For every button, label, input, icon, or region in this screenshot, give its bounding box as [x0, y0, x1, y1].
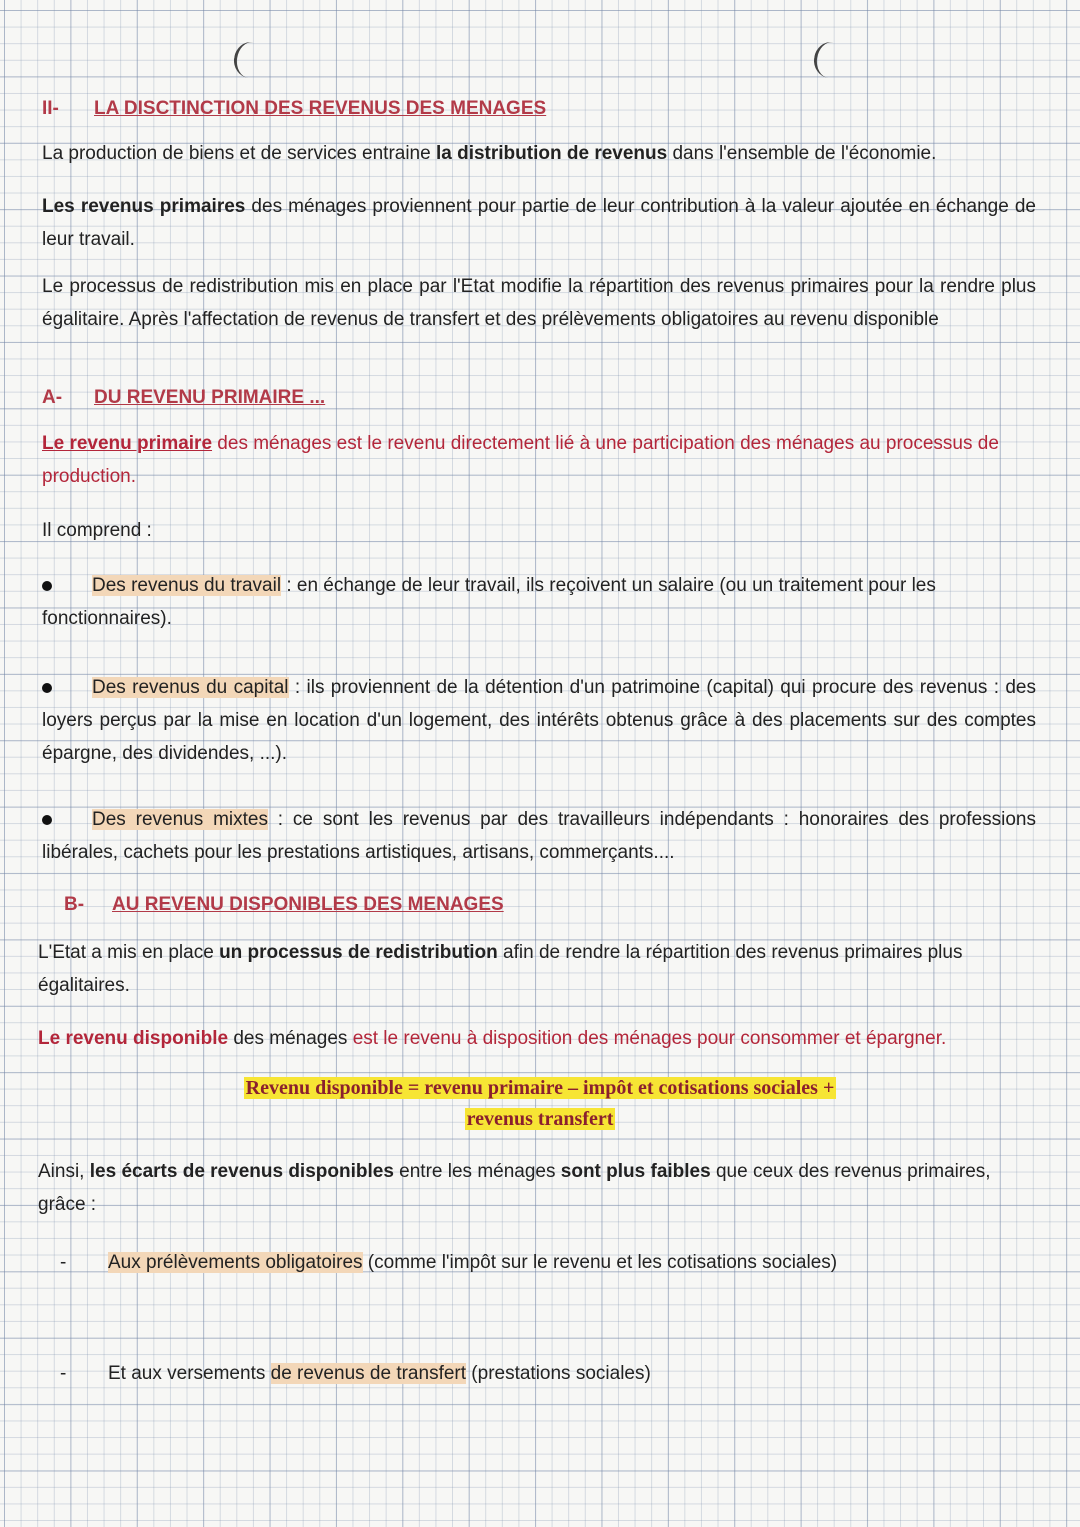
text: Le processus de redistribution mis en place par l'Etat modifie la répartition des revenus primaires pour la rendre plus égalitaire. Après l'affectation de revenus de transfert et des prélèvements obligatoires au revenu disponible	[42, 276, 1036, 330]
section-2-title: LA DISCTINCTION DES REVENUS DES MENAGES	[94, 98, 547, 119]
bold-text: Les revenus primaires	[42, 196, 246, 217]
section-b-number: B-	[64, 894, 85, 915]
section-a-heading	[42, 381, 1036, 414]
text: des ménages	[228, 1028, 353, 1049]
text: Il comprend :	[42, 520, 152, 541]
item-prefix: Et aux versements	[108, 1363, 271, 1384]
punch-hole-left	[232, 40, 270, 80]
dash-marker: -	[60, 1363, 67, 1384]
section-2-paragraph-2	[42, 190, 1036, 256]
text: La production de biens et de services entraine	[42, 143, 436, 164]
section-b-conclusion	[38, 1155, 1036, 1221]
definition-text: est le revenu à disposition des ménages pour consommer et épargner.	[352, 1028, 947, 1049]
text: Ainsi,	[38, 1161, 90, 1182]
definition-term: Le revenu primaire	[42, 433, 213, 454]
list-item	[38, 1357, 1036, 1390]
section-2-paragraph-1	[42, 137, 1036, 170]
section-b-definition	[38, 1022, 1036, 1055]
bullet-icon	[42, 815, 52, 825]
definition-term: Le revenu disponible	[38, 1028, 229, 1049]
bullet-label: Des revenus du capital	[92, 677, 289, 698]
text: des ménages proviennent pour partie de leur contribution à la valeur ajoutée en échange de leur travail.	[42, 196, 1036, 250]
section-2-number: II-	[42, 98, 59, 119]
text: L'Etat a mis en place	[38, 942, 220, 963]
item-text: (comme l'impôt sur le revenu et les cotisations sociales)	[362, 1252, 838, 1273]
definition-text: des ménages est le revenu directement lié à une participation des ménages au processus de production.	[42, 433, 999, 487]
section-2-paragraph-3	[42, 270, 1036, 336]
bullet-text: : en échange de leur travail, ils reçoivent un salaire (ou un traitement pour les fonctionnaires).	[42, 575, 936, 629]
list-item	[38, 1246, 1036, 1279]
formula-box	[0, 1073, 1080, 1135]
text: que ceux des revenus primaires, grâce :	[38, 1161, 991, 1215]
bullet-icon	[42, 683, 52, 693]
punch-hole-right	[812, 40, 850, 80]
section-a-title: DU REVENU PRIMAIRE ...	[94, 387, 326, 408]
text: afin de rendre la répartition des revenus primaires plus égalitaires.	[38, 942, 963, 996]
bold-text: les écarts de revenus disponibles	[89, 1161, 394, 1182]
text: entre les ménages	[393, 1161, 561, 1182]
bold-text: la distribution de revenus	[435, 143, 668, 164]
section-b-title: AU REVENU DISPONIBLES DES MENAGES	[112, 894, 504, 915]
text: dans l'ensemble de l'économie.	[667, 143, 937, 164]
section-b-paragraph-1	[38, 936, 1036, 1002]
item-label: de revenus de transfert	[270, 1363, 467, 1384]
section-b-heading	[64, 888, 1036, 921]
formula-line-2: revenus transfert	[466, 1108, 614, 1130]
item-text: (prestations sociales)	[466, 1363, 651, 1384]
formula-line-1: Revenu disponible = revenu primaire – impôt et cotisations sociales +	[245, 1077, 835, 1099]
bullet-item	[42, 671, 1036, 770]
section-2-heading	[42, 92, 1036, 125]
dash-marker: -	[60, 1252, 67, 1273]
bullet-label: Des revenus mixtes	[92, 809, 268, 830]
bullet-icon	[42, 581, 52, 591]
section-a-number: A-	[42, 387, 63, 408]
section-a-definition	[42, 427, 1036, 493]
bullet-label: Des revenus du travail	[92, 575, 282, 596]
bullet-item	[42, 569, 1036, 635]
bold-text: sont plus faibles	[560, 1161, 711, 1182]
section-a-intro	[42, 514, 1036, 547]
bullet-item	[42, 803, 1036, 869]
bullet-text: : ce sont les revenus par des travailleurs indépendants : honoraires des professions libérales, cachets pour les prestations artistiques, artisans, commerçants....	[42, 809, 1036, 863]
bold-text: un processus de redistribution	[219, 942, 498, 963]
item-label: Aux prélèvements obligatoires	[108, 1252, 363, 1273]
bullet-text: : ils proviennent de la détention d'un patrimoine (capital) qui procure des revenus : des loyers perçus par la mise en location d'un logement, des intérêts obtenus grâce à des placements sur des comptes épargne, des dividendes, ...).	[42, 677, 1036, 764]
